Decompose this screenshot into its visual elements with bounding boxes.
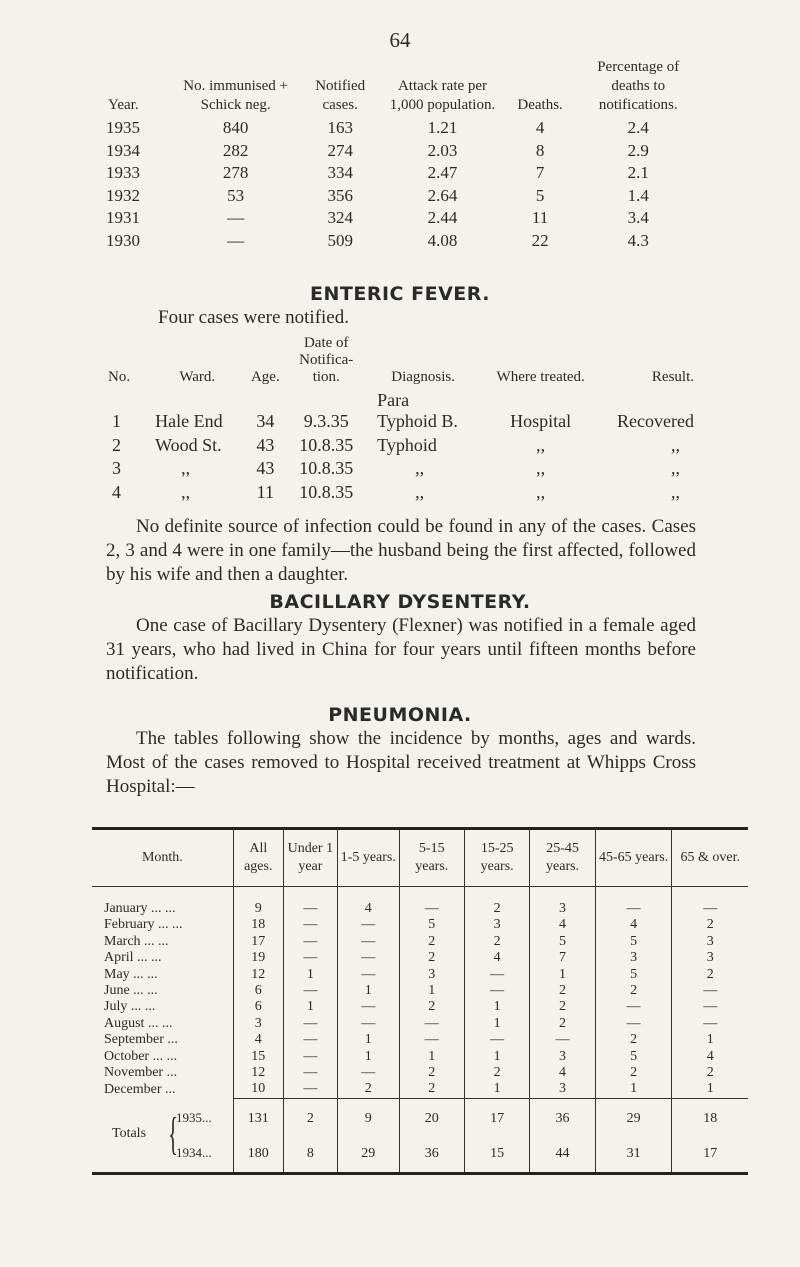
pneumonia-text: The tables following show the incidence by months, ages and wards. Most of the cases removed to Hospital received treatment at Whipps Cross Hospital:— [106,728,696,797]
cell: 10.8.35 [299,458,354,478]
brace-icon: { [168,1108,179,1160]
cell: 278 [222,163,249,183]
cell: 43 [256,434,275,455]
cell: 17 [233,934,283,950]
table-row [92,967,748,983]
cell: Recovered [617,411,694,431]
cell: — [595,1016,672,1032]
cell: 2 [112,434,121,455]
cell: — [227,230,245,250]
cell: Typhoid B. [377,411,458,431]
cell: 10 [233,1081,283,1098]
cell: — [337,1016,399,1032]
cell: 5 [595,934,672,950]
cell: 7 [530,950,595,966]
table-row [92,1081,748,1098]
cell: 1932 [106,185,140,205]
cell: Typhoid [377,434,437,455]
cell: 4 [595,917,672,933]
cell: 282 [222,140,249,160]
table-row [106,390,696,410]
cell: 5 [595,967,672,983]
cell: 3 [464,917,529,933]
table-row [92,950,748,966]
col-age: Age. [250,369,280,385]
cell: 44 [530,1129,595,1174]
cell: 1931 [106,208,140,228]
section-heading-enteric: ENTERIC FEVER. [310,283,490,305]
cell: 3 [595,950,672,966]
table-header-row [106,58,696,117]
cell: 840 [222,118,249,137]
cell: 3 [112,458,121,478]
table-row [106,140,696,163]
table-header-row [106,335,696,390]
cell: 20 [399,1098,464,1129]
table-row [92,1032,748,1048]
table-row [92,1016,748,1032]
cell: 1 [337,1032,399,1048]
cell: 1 [530,967,595,983]
cell: 2 [530,983,595,999]
cell: ,, [536,434,546,455]
cell: 9 [337,1098,399,1129]
cell: 3 [672,950,748,966]
cell: — [464,983,529,999]
cell: 2 [464,887,529,918]
cell: 274 [327,140,353,160]
cell: 1 [283,999,337,1015]
cell: 4.3 [627,230,649,250]
cell: 3 [530,887,595,918]
cell: 3 [233,1016,283,1032]
totals-year: 1935... [176,1110,212,1126]
cell: — [399,887,464,918]
cell: 5 [535,185,545,205]
cell: 11 [531,208,549,228]
month-cell: May ... ... [104,966,158,982]
cell: 9.3.35 [303,411,349,431]
col-all-ages: All ages. [233,829,283,887]
cell: — [337,967,399,983]
section-heading-pneumonia: PNEUMONIA. [328,704,472,726]
cell: 2.9 [627,140,649,160]
cell: ,, [671,434,680,455]
cell: ,, [415,458,425,478]
cell: 18 [672,1098,748,1129]
cell: 1.21 [427,118,458,137]
cell: 2 [399,999,464,1015]
cell: — [595,999,672,1015]
cell: 6 [233,999,283,1015]
cell: — [399,1016,464,1032]
cell: 2.47 [427,163,458,183]
cell: ,, [181,458,191,478]
cell: 2 [337,1081,399,1098]
cell: 1930 [106,230,140,250]
cell: 3 [530,1049,595,1065]
cell: 2.4 [627,118,649,137]
cell: 1 [283,967,337,983]
cell: 7 [535,163,545,183]
table-row [92,999,748,1015]
col-ward: Ward. [179,369,216,385]
cell: 2.44 [427,208,458,228]
cell: 17 [464,1098,529,1129]
cell: 29 [337,1129,399,1174]
cell: — [595,887,672,918]
pneumonia-table [92,827,748,1175]
month-cell: February ... ... [104,917,183,933]
cell: 1 [672,1081,748,1098]
cell: — [337,950,399,966]
table-row [106,481,696,505]
cell: 8 [535,140,545,160]
cell: — [337,1065,399,1081]
col-1-5: 1-5 years. [337,829,399,887]
col-under-1: Under 1 year [283,829,337,887]
cell: 2 [672,1065,748,1081]
table-row [106,117,696,140]
totals-row [92,1129,748,1174]
totals-year: 1934... [176,1145,212,1161]
cell: 2 [530,1016,595,1032]
cell: — [283,983,337,999]
cell: ,, [671,458,680,478]
table-row [92,887,748,918]
month-cell: June ... ... [104,983,158,999]
cell: 4 [337,887,399,918]
cell: — [283,1032,337,1048]
cell: 2.1 [627,163,649,183]
cell: 15 [464,1129,529,1174]
cell: 10.8.35 [299,481,354,502]
cell: 5 [530,934,595,950]
totals-label: Totals [112,1126,147,1142]
table-row [92,917,748,933]
table-row [92,934,748,950]
cell: — [227,208,245,228]
cell: 334 [327,163,353,183]
table-row [106,207,696,230]
col-15-25: 15-25 years. [464,829,529,887]
cell: 29 [595,1098,672,1129]
cell: 4 [233,1032,283,1048]
cell: 1 [595,1081,672,1098]
cell: 2.64 [427,185,458,205]
col-year: Year. [108,97,139,113]
table-row [92,1049,748,1065]
cell: — [672,999,748,1015]
cell: Hospital [510,411,572,431]
col-date: Date of Notifica- tion. [299,335,354,385]
cell: 11 [256,481,275,502]
month-cell: October ... ... [104,1048,178,1064]
cell: 1 [337,983,399,999]
cell: 2 [399,1081,464,1098]
cell: 1.4 [627,185,649,205]
cell: 1 [464,999,529,1015]
cell: 18 [233,917,283,933]
cell: 1 [112,411,121,431]
cell: 180 [233,1129,283,1174]
cell: 10.8.35 [299,434,354,455]
cell: — [672,1016,748,1032]
month-cell: December ... [104,1081,176,1097]
cell: ,, [415,481,425,502]
cell: ,, [536,458,546,478]
cell: — [672,983,748,999]
cell: 1 [399,983,464,999]
cell: — [283,887,337,918]
cell: 12 [233,1065,283,1081]
cell: 15 [233,1049,283,1065]
cell: 2 [672,917,748,933]
cell: 4 [112,481,121,502]
cell: — [283,1081,337,1098]
cell: Hale End [155,411,223,431]
cell: 1 [464,1081,529,1098]
table-row [106,457,696,481]
cell: 2 [530,999,595,1015]
cell: — [283,1049,337,1065]
cell: — [672,887,748,918]
cell: 1 [464,1016,529,1032]
cell: 4 [530,917,595,933]
cell: 324 [327,208,353,228]
cell: 131 [233,1098,283,1129]
cell: — [337,934,399,950]
totals-row [92,1098,748,1129]
cell: 4 [672,1049,748,1065]
col-diagnosis: Diagnosis. [391,369,455,385]
cell: 12 [233,967,283,983]
enteric-note: No definite source of infection could be found in any of the cases. Cases 2, 3 and 4 were in one family—the husband being the first affected, followed by his wife and then a daughter. [106,516,696,585]
cell: 4.08 [427,230,458,250]
col-no: No. [108,369,131,385]
cell: 5 [399,917,464,933]
table-row [106,230,696,253]
cell: 509 [327,230,353,250]
cell: 17 [672,1129,748,1174]
cell: 2 [595,1065,672,1081]
section-heading-dysentery: BACILLARY DYSENTERY. [269,591,531,613]
cell: 31 [595,1129,672,1174]
cell: 19 [233,950,283,966]
cell: 1933 [106,163,140,183]
month-cell: January ... ... [104,901,176,916]
cell: 2 [283,1098,337,1129]
para-label: Para [377,390,410,410]
cell: 3 [530,1081,595,1098]
cell: 3 [672,934,748,950]
cell: 3.4 [627,208,649,228]
table-row [92,983,748,999]
cell: 4 [535,118,545,137]
cell: 2.03 [427,140,458,160]
cell: 34 [256,411,275,431]
col-deaths: Deaths. [517,97,563,113]
cell: 5 [595,1049,672,1065]
table-row [106,434,696,458]
cell: 2 [464,934,529,950]
table-row [106,162,696,185]
cell: — [337,917,399,933]
cell: 4 [464,950,529,966]
month-cell: March ... ... [104,933,169,949]
table-row [92,1065,748,1081]
dysentery-text: One case of Bacillary Dysentery (Flexner) was notified in a female aged 31 years, who had lived in China for four years until fifteen months before notification. [106,615,696,684]
month-cell: July ... ... [104,999,156,1015]
cell: ,, [536,481,546,502]
cell: — [283,1016,337,1032]
table-row [106,410,696,434]
col-percentage: Percentage of deaths to notifications. [597,59,680,113]
col-5-15: 5-15 years. [399,829,464,887]
cell: 2 [595,983,672,999]
cell: 8 [283,1129,337,1174]
diphtheria-table [106,58,696,253]
cell: 22 [531,230,549,250]
cell: — [283,1065,337,1081]
cell: 4 [530,1065,595,1081]
month-cell: April ... ... [104,950,162,966]
cell: 1 [337,1049,399,1065]
col-month: Month. [92,829,233,887]
cell: — [464,967,529,983]
col-25-45: 25-45 years. [530,829,595,887]
cell: 2 [399,1065,464,1081]
cell: 43 [256,458,275,478]
col-result: Result. [651,369,694,385]
cell: 1935 [106,118,140,137]
month-cell: November ... [104,1065,178,1081]
cell: 6 [233,983,283,999]
cell: — [464,1032,529,1048]
cell: — [530,1032,595,1048]
cell: — [283,950,337,966]
cell: 2 [595,1032,672,1048]
col-attack-rate: Attack rate per 1,000 population. [389,78,496,113]
page-number: 64 [389,28,411,52]
cell: 36 [399,1129,464,1174]
cell: 2 [464,1065,529,1081]
col-where: Where treated. [496,369,585,385]
cell: 163 [327,118,353,137]
cell: — [399,1032,464,1048]
month-cell: August ... ... [104,1015,173,1031]
cell: 1 [672,1032,748,1048]
cell: 36 [530,1098,595,1129]
cell: 2 [399,934,464,950]
col-45-65: 45-65 years. [595,829,672,887]
enteric-intro: Four cases were notified. [158,307,349,328]
cell: 53 [227,185,245,205]
cell: 2 [399,950,464,966]
month-cell: September ... [104,1032,178,1048]
col-immunised: No. immunised + Schick neg. [183,78,289,113]
cell: 1934 [106,140,140,160]
cell: 1 [464,1049,529,1065]
cell: 3 [399,967,464,983]
cell: 9 [233,887,283,918]
cell: 1 [399,1049,464,1065]
cell: ,, [671,481,680,502]
cell: 2 [672,967,748,983]
cell: — [283,917,337,933]
table-header-row [92,829,748,887]
enteric-table [106,335,696,504]
cell: — [337,999,399,1015]
cell: ,, [181,481,191,502]
col-65-over: 65 & over. [672,829,748,887]
cell: — [283,934,337,950]
cell: 356 [327,185,353,205]
col-notified: Notified cases. [315,78,366,113]
cell: Wood St. [155,434,222,455]
table-row [106,185,696,208]
